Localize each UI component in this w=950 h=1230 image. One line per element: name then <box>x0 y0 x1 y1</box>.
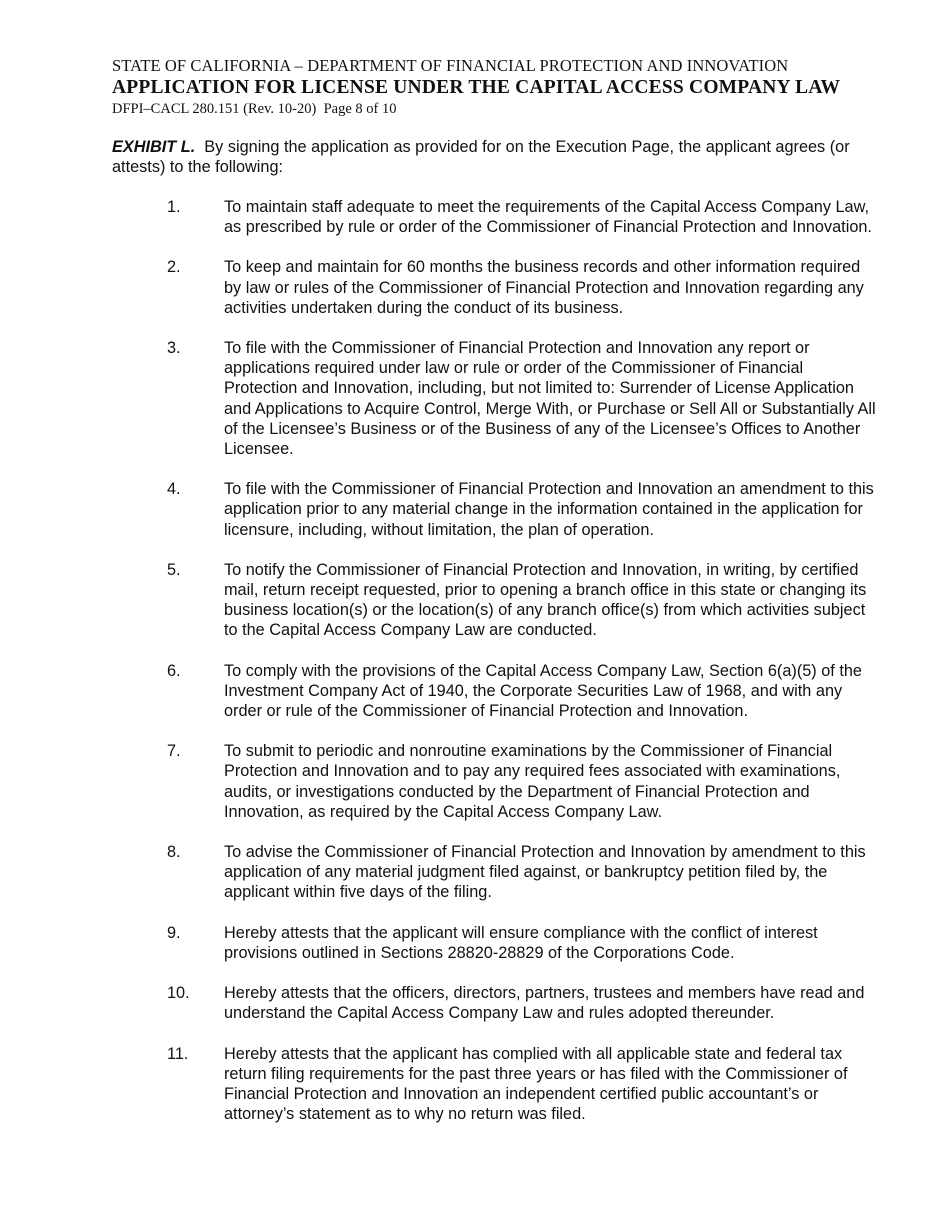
exhibit-intro <box>112 137 882 177</box>
exhibit-label: EXHIBIT L. <box>112 138 196 156</box>
item-number: 8. <box>167 843 181 862</box>
list-item <box>0 479 950 540</box>
item-number: 11. <box>167 1044 189 1063</box>
agreement-list <box>0 197 950 1144</box>
item-text: To keep and maintain for 60 months the business records and other information required by law or rules of the Commissioner of Financial Protection and Innovation regarding any activities undertaken during the conduct of its business. <box>224 258 864 317</box>
item-number: 5. <box>167 560 181 579</box>
item-text: To notify the Commissioner of Financial Protection and Innovation, in writing, by certified mail, return receipt requested, prior to opening a branch office in this state or changing its business location(s) or the location(s) of any branch office(s) from which activities subject to the Capital Access Company Law are conducted. <box>224 560 867 640</box>
list-item <box>0 661 950 722</box>
item-text: To file with the Commissioner of Financial Protection and Innovation an amendment to this application prior to any material change in the information contained in the application for licensure, including, without limitation, the plan of operation. <box>224 480 874 539</box>
item-number: 1. <box>167 198 181 216</box>
list-item <box>0 741 950 822</box>
form-id: DFPI–CACL 280.151 (Rev. 10-20) <box>112 101 317 117</box>
item-text: To submit to periodic and nonroutine examinations by the Commissioner of Financial Protection and Innovation and to pay any required fees associated with examinations, audits, or investigations conducted by the Department of Financial Protection and Innovation, as required by the Capital Access Company Law. <box>224 742 841 821</box>
form-title: APPLICATION FOR LICENSE UNDER THE CAPITAL ACCESS COMPANY LAW <box>112 77 841 98</box>
item-number: 7. <box>167 742 181 761</box>
form-id-line <box>112 100 892 118</box>
item-number: 6. <box>167 661 181 680</box>
item-number: 2. <box>167 258 181 277</box>
list-item <box>0 923 950 963</box>
list-item <box>0 983 950 1023</box>
item-text: To file with the Commissioner of Financial Protection and Innovation any report or applications required under law or rule or order of the Commissioner of Financial Protection and Innovation, including, but not limited to: Surrender of License Application and Applications to Acquire Control, Merge With, or Purchase or Sell All or Substantially All of the Licensee’s Business or of the Business of any of the Licensee’s Offices to Another Licensee. <box>224 339 876 459</box>
list-item <box>0 257 950 318</box>
item-text: To advise the Commissioner of Financial Protection and Innovation by amendment to this application of any material judgment filed against, or bankruptcy petition filed by, the applicant within five days of the filing. <box>224 843 866 902</box>
list-item <box>0 197 950 237</box>
page-number: Page 8 of 10 <box>323 101 397 117</box>
item-text: Hereby attests that the applicant will ensure compliance with the conflict of interest provisions outlined in Sections 28820-28829 of the Corporations Code. <box>224 923 818 962</box>
item-number: 10. <box>167 984 190 1003</box>
list-item <box>0 338 950 459</box>
item-number: 9. <box>167 923 181 942</box>
item-text: Hereby attests that the officers, directors, partners, trustees and members have read and understand the Capital Access Company Law and rules adopted thereunder. <box>224 984 865 1023</box>
item-number: 4. <box>167 480 181 499</box>
item-text: Hereby attests that the applicant has complied with all applicable state and federal tax return filing requirements for the past three years or has filed with the Commissioner of Financial Protection and Innovation an independent certified public accountant’s or attorney’s statement as to why no return was filed. <box>224 1044 848 1124</box>
list-item <box>0 560 950 641</box>
item-text: To maintain staff adequate to meet the requirements of the Capital Access Company Law, as prescribed by rule or order of the Commissioner of Financial Protection and Innovation. <box>224 198 872 237</box>
item-text: To comply with the provisions of the Capital Access Company Law, Section 6(a)(5) of the Investment Company Act of 1940, the Corporate Securities Law of 1968, and with any order or rule of the Commissioner of Financial Protection and Innovation. <box>224 661 862 721</box>
agency-name: STATE OF CALIFORNIA – DEPARTMENT OF FINANCIAL PROTECTION AND INNOVATION <box>112 56 789 75</box>
form-header <box>112 56 892 118</box>
exhibit-intro-text: By signing the application as provided for on the Execution Page, the applicant agrees (or attests) to the following: <box>112 138 850 176</box>
list-item <box>0 842 950 903</box>
item-number: 3. <box>167 339 181 358</box>
list-item <box>0 1044 950 1125</box>
